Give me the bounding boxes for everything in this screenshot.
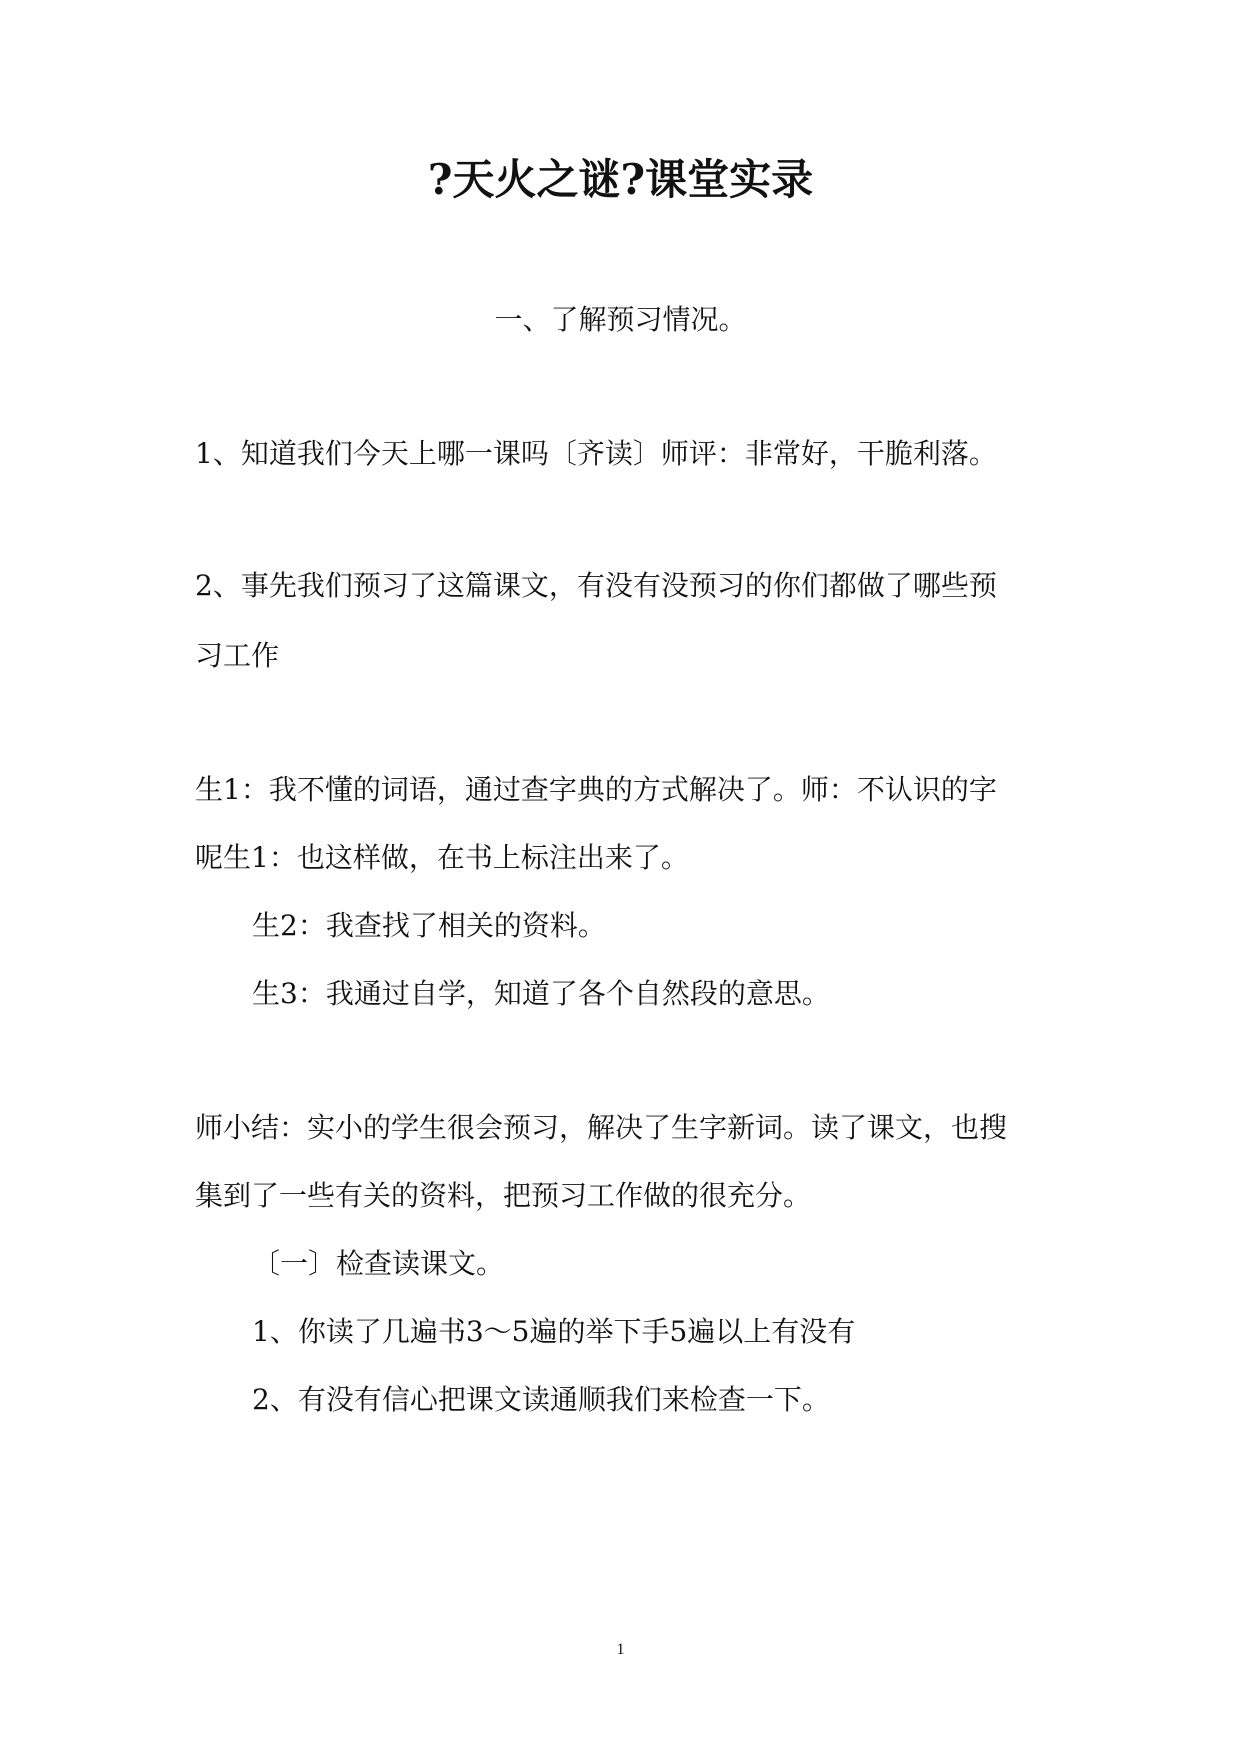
page-number: 1 (616, 1641, 625, 1658)
section-heading: 一、了解预习情况。 (494, 303, 747, 336)
paragraph-line: 生2：我查找了相关的资料。 (252, 909, 606, 942)
paragraph-line: 习工作 (195, 639, 280, 672)
paragraph-line: 2、有没有信心把课文读通顺我们来检查一下。 (252, 1383, 830, 1416)
paragraph-line: 师小结：实小的学生很会预习，解决了生字新词。读了课文，也搜 (195, 1111, 1008, 1144)
paragraph-line: 1、你读了几遍书3～5遍的举下手5遍以上有没有 (252, 1315, 856, 1348)
document-title: ?天火之谜?课堂实录 (427, 155, 814, 204)
paragraph-line: 1、知道我们今天上哪一课吗〔齐读〕师评：非常好，干脆利落。 (195, 437, 997, 470)
paragraph-line: 呢生1：也这样做，在书上标注出来了。 (195, 841, 689, 874)
paragraph-line: 2、事先我们预习了这篇课文，有没有没预习的你们都做了哪些预 (195, 569, 997, 602)
paragraph-line: 生3：我通过自学，知道了各个自然段的意思。 (252, 977, 830, 1010)
subsection-heading: 〔一〕检查读课文。 (252, 1247, 505, 1280)
paragraph-line: 集到了一些有关的资料，把预习工作做的很充分。 (195, 1179, 812, 1212)
paragraph-line: 生1：我不懂的词语，通过查字典的方式解决了。师：不认识的字 (195, 773, 997, 806)
